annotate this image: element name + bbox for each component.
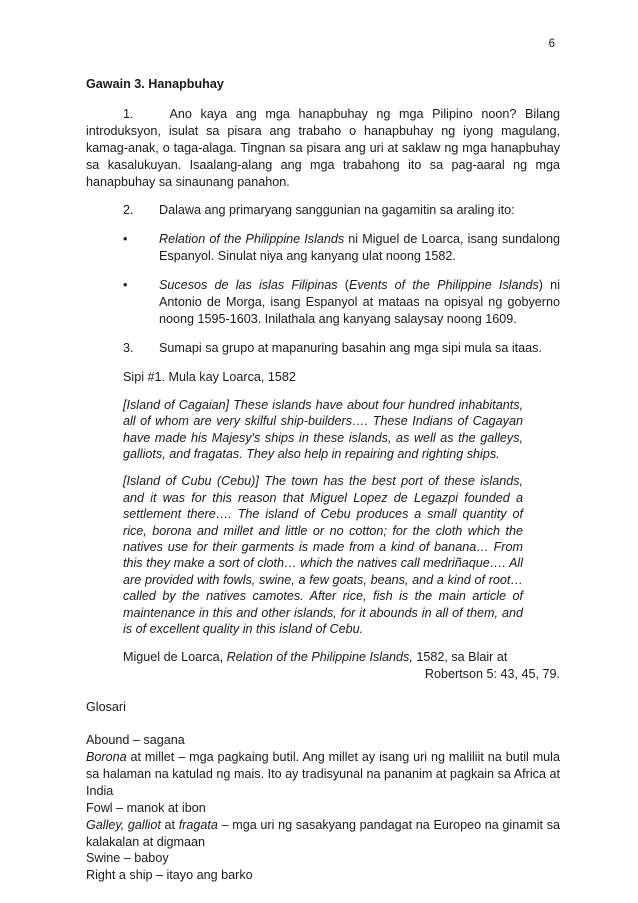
excerpt-citation: Miguel de Loarca, Relation of the Philippine Islands, 1582, sa Blair at Robertson 5: 43, 45, 79. — [123, 650, 560, 682]
glossary-entry: Swine – baboy — [86, 851, 169, 866]
bullet-1-text: ni Miguel de Loarca, isang sundalong Espanyol. Sinulat niya ang kanyang ulat noong 1582. — [159, 232, 561, 264]
item-1 — [86, 106, 560, 191]
item-3-text: Sumapi sa grupo at mapanuring basahin ang mga sipi mula sa itaas. — [159, 340, 542, 355]
item-3 — [123, 340, 560, 357]
item-3-marker: 3. — [123, 340, 134, 355]
glossary-entry: Borona at millet – mga pagkaing butil. Ang millet ay isang uri ng maliliit na butil mula sa halaman na katulad ng mais. Ito ay tradisyunal na pananim at pagkain sa Africa at India — [86, 750, 560, 798]
citation-title: Relation of the Philippine Islands, — [226, 650, 413, 665]
citation-reference: Robertson 5: 43, 45, 79. — [424, 667, 560, 682]
excerpt-quote-cagayan: [Island of Cagaian] These islands have about four hundred inhabitants, all of whom are very skilful ship-builders…. These Indians of Cagayan have made his Majesy's ships in these islands, as well as the galleys, galliots, and fragatas. They also help in repairing and righting ships. — [123, 397, 523, 461]
item-2-text: Dalawa ang primaryang sanggunian na gagamitin sa araling ito: — [159, 203, 515, 218]
glossary-heading: Glosari — [86, 700, 126, 715]
source-bullet-2: • Sucesos de las islas Filipinas (Events of the Philippine Islands) ni Antonio de Morga, isang Espanyol at mataas na opisyal ng gobyerno noong 1595-1603. Inilathala ang kanyang salaysay noong 1609. — [123, 278, 560, 326]
item-1-text: Ano kaya ang mga hanapbuhay ng mga Pilipino noon? Bilang introduksyon, isulat sa pisara ang trabaho o hanapbuhay ng iyong magulang, kamag-anak, o taga-alaga. Tingnan sa pisara ang uri at saklaw ng mga hanapbuhay sa kasalukuyan. Isaalang-alang ang mga trabahong ito sa pag-aaral ng mga hanapbuhay sa sinaunang panahon. — [86, 106, 560, 189]
activity-heading: Gawain 3. Hanapbuhay — [86, 77, 224, 91]
item-2-marker: 2. — [123, 203, 134, 218]
page-number: 6 — [548, 38, 555, 50]
page-content — [86, 76, 560, 884]
bullet-2-marker: • — [123, 278, 128, 293]
bullet-2-title: Sucesos de las islas Filipinas — [159, 278, 338, 293]
bullet-2-title-english: Events of the Philippine Islands — [348, 278, 539, 293]
glossary-entry: Right a ship – itayo ang barko — [86, 868, 253, 883]
bullet-1-title: Relation of the Philippine Islands — [159, 232, 345, 247]
item-2 — [123, 202, 560, 219]
item-1-marker: 1. — [123, 106, 134, 121]
glossary-entry: Abound – sagana — [86, 733, 185, 748]
excerpt-quote-cebu: [Island of Cubu (Cebu)] The town has the best port of these islands, and it was for this reason that Miguel Lopez de Legazpi founded a settlement there…. The island of Cebu produces a small quantity of rice, borona and millet and little or no cotton; for the cloth which the natives use for their garments is made from a kind of banana… From this they make a sort of cloth… which the natives call medriñaque…. All are provided with fowls, swine, a few goats, beans, and a kind of root… called by the natives camotes. After rice, fish is the main article of maintenance in this and other islands, for it abounds in all of them, and is of excellent quality in this island of Cebu. — [123, 474, 523, 636]
glossary-list — [86, 732, 560, 884]
glossary-entry: Fowl – manok at ibon — [86, 800, 206, 815]
glossary-entry: Galley, galliot at fragata – mga uri ng sasakyang pandagat na Europeo na ginamit sa kalakalan at digmaan — [86, 817, 560, 849]
bullet-1-marker: • — [123, 232, 128, 247]
source-bullet-1 — [123, 231, 560, 265]
bullet-2-text: ) ni Antonio de Morga, isang Espanyol at mataas na opisyal ng gobyerno noong 1595-1603. Inilathala ang kanyang salaysay noong 1609. — [159, 278, 560, 326]
excerpt-title: Sipi #1. Mula kay Loarca, 1582 — [123, 369, 296, 384]
